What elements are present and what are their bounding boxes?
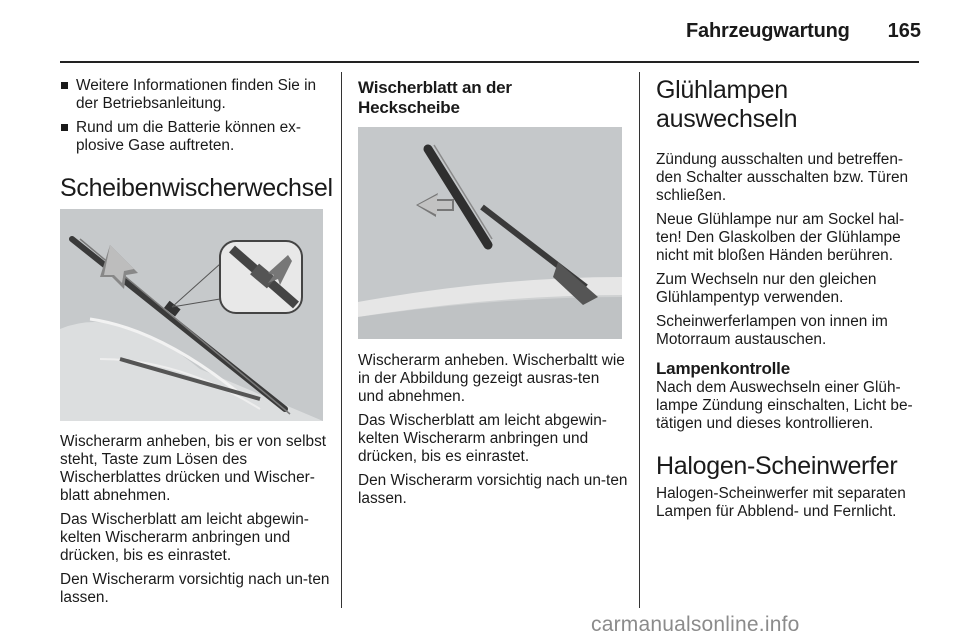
bullet-square-icon [61,124,68,131]
paragraph: Wischerarm anheben, bis er von selbst steht, Taste zum Lösen des Wischerblattes drücken und Wischer-blatt abnehmen. [60,433,327,504]
paragraph: Den Wischerarm vorsichtig nach un-ten lassen. [358,472,628,507]
running-header-title: Fahrzeugwartung [686,20,850,42]
paragraph: Neue Glühlampe nur am Sockel hal-ten! Den Glaskolben der Glühlampe nicht mit bloßen Händen berühren. [656,211,905,264]
paragraph: Wischerarm anheben. Wischerbaltt wie in der Abbildung gezeigt ausras-ten und abnehmen. [358,352,625,405]
header-rule [60,61,919,63]
paragraph: Halogen-Scheinwerfer mit separaten Lampen für Abblend- und Fernlicht. [656,485,906,520]
paragraph: Zündung ausschalten und betreffen-den Schalter ausschalten bzw. Türen schließen. [656,151,909,204]
paragraph: Zum Wechseln nur den gleichen Glühlampentyp verwenden. [656,271,877,306]
paragraph: Den Wischerarm vorsichtig nach un-ten lassen. [60,571,330,606]
section-heading: Scheibenwischerwechsel [60,174,333,202]
list-item: Rund um die Batterie können ex-plosive Gase auftreten. [60,119,328,155]
section-heading: Wischerblatt an der Heckscheibe [358,78,512,117]
subsection-heading: Lampenkontrolle [656,359,790,378]
paragraph: Das Wischerblatt am leicht abgewin-kelten Wischerarm anbringen und drücken, bis es einrastet. [358,412,607,465]
section-heading: Halogen-Scheinwerfer [656,452,898,480]
page-number: 165 [887,20,921,42]
wiper-blade-illustration [60,209,323,421]
paragraph: Scheinwerferlampen von innen im Motorraum austauschen. [656,313,888,348]
paragraph: Nach dem Auswechseln einer Glüh-lampe Zündung einschalten, Licht be-tätigen und dieses kontrollieren. [656,379,913,432]
list-item: Weitere Informationen finden Sie in der Betriebsanleitung. [60,77,328,113]
rear-wiper-illustration [358,127,622,339]
instructions [358,352,628,508]
section-heading: Glühlampen auswechseln [656,76,798,133]
instructions [656,151,924,349]
instructions [60,433,330,607]
watermark: carmanualsonline.info [591,613,800,636]
bullet-list [60,77,328,161]
column-divider [639,72,640,608]
bullet-square-icon [61,82,68,89]
paragraph: Das Wischerblatt am leicht abgewin-kelten Wischerarm anbringen und drücken, bis es einrastet. [60,511,309,564]
column-divider [341,72,342,608]
